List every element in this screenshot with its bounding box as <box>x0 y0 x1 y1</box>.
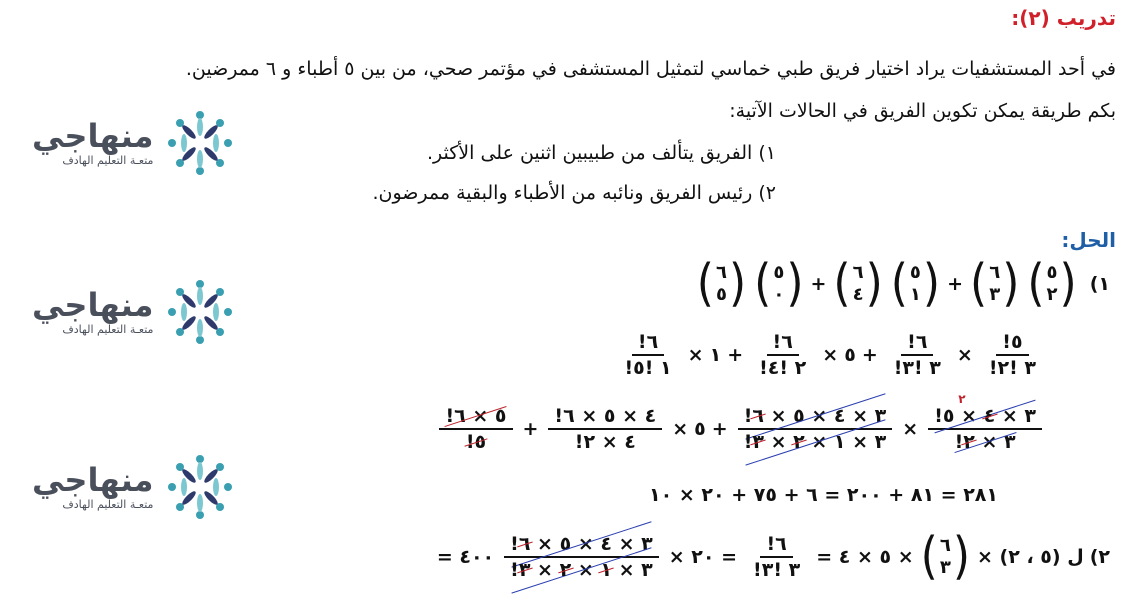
plus-sign: + <box>727 344 744 366</box>
logo-flower-icon <box>163 106 237 180</box>
times-sign: × <box>687 344 704 366</box>
solution-row-4: ٢٨١ = ٨١ + ٢٠٠ = ٦ + ٧٥ + ٢٠ × ١٠ <box>649 484 998 506</box>
fraction: $\frac{!٦}{!٣ !٣}$ <box>753 533 801 581</box>
manhaji-logo <box>32 275 237 349</box>
manhaji-logo <box>32 450 237 524</box>
problem-statement-line1: في أحد المستشفيات يراد اختيار فريق طبي خماسي لتمثيل المستشفى في مؤتمر صحي، من بين ٥ أطباء و ٦ ممرضين. <box>185 58 1116 80</box>
equation-part: = ٥ × ٤ × <box>816 546 914 568</box>
plus-sign: + <box>522 418 539 440</box>
binomial-6-5: ( ٦ ٥ ) <box>696 254 747 313</box>
final-result: = ٤٠٠ <box>436 546 495 568</box>
case-1-text: ١) الفريق يتألف من طبيبين اثنين على الأكثر. <box>426 142 776 164</box>
binomial-5-1: ( ٥ ١ ) <box>890 254 941 313</box>
plus-sign: + <box>810 273 827 295</box>
logo-flower-icon <box>163 450 237 524</box>
solution-row-2 <box>614 330 1046 380</box>
logo-brand-text: منهاجي <box>32 117 154 155</box>
fraction: $\frac{!٦}{!٣ !٣}$ <box>893 331 941 379</box>
binomial-6-4: ( ٦ ٤ ) <box>833 254 883 313</box>
binomial-6-3: ( ٦ ٣ ) <box>920 527 971 586</box>
number: ٥ <box>694 418 706 440</box>
binomial-6-3: ( ٦ ٣ ) <box>970 254 1020 313</box>
case-2-label: (٢ <box>1089 546 1110 568</box>
manhaji-logo <box>32 106 237 180</box>
equation-part: × ٢٠ = <box>668 546 738 568</box>
binomial-5-0: ( ٥ ٠ ) <box>754 254 804 313</box>
case-1-label: (١ <box>1089 273 1110 295</box>
logo-brand-text: منهاجي <box>32 461 154 499</box>
logo-tagline: متعـة التعليم الهادف <box>62 323 154 336</box>
problem-statement-line2: بكم طريقة يمكن تكوين الفريق في الحالات الآتية: <box>729 100 1116 122</box>
plus-sign: + <box>861 344 878 366</box>
fraction-cancelled: $\frac{!٥ \times ٦}{!٥}$ <box>439 404 512 454</box>
number: ١ <box>709 344 722 366</box>
plus-sign: + <box>947 273 964 295</box>
permutation-expression: ل (٥ ، ٢) × <box>977 546 1084 568</box>
logo-brand-text: منهاجي <box>32 286 154 324</box>
logo-flower-icon <box>163 275 237 349</box>
fraction-cancelled: $\frac{!٣ \times ٤ \times ٥ \times ٦}{!٣ \times ١ \times ٢ \times ٣}$ <box>504 532 659 582</box>
solution-row-1 <box>696 254 1110 313</box>
fraction-cancelled: ٢ !٣ × ٤ × ٥ !٣ × ٢ <box>928 404 1042 454</box>
fraction-cancelled: $\frac{!٣ \times ٤ \times ٥ \times ٦}{!٣ \times ١ \times ٢ \times ٣}$ <box>738 404 893 454</box>
solution-row-3 <box>435 392 1046 454</box>
fraction: $\frac{!٤ \times ٥ \times ٦}{!٤ \times ٢}$ <box>548 404 662 454</box>
case-2-text: ٢) رئيس الفريق ونائبه من الأطباء والبقية ممرضون. <box>372 182 776 204</box>
fraction: $\frac{!٦}{!٢ !٤}$ <box>759 331 807 379</box>
binomial-5-2: ( ٥ ٢ ) <box>1027 254 1077 313</box>
times-sign: × <box>672 418 689 440</box>
fraction: $\frac{!٦}{!١ !٥}$ <box>624 331 672 379</box>
logo-tagline: متعـة التعليم الهادف <box>62 154 154 167</box>
times-sign: × <box>822 344 839 366</box>
number: ٥ <box>844 344 856 366</box>
times-sign: × <box>956 344 973 366</box>
times-sign: × <box>902 418 919 440</box>
plus-sign: + <box>711 418 728 440</box>
logo-tagline: متعـة التعليم الهادف <box>62 498 154 511</box>
solution-label: الحل: <box>1061 228 1116 252</box>
solution-row-5 <box>436 527 1110 586</box>
cancel-result: ٢ <box>958 392 966 406</box>
fraction: $\frac{!٥}{!٣ !٢}$ <box>988 331 1036 379</box>
exercise-title: تدريب (٢): <box>1011 6 1116 30</box>
